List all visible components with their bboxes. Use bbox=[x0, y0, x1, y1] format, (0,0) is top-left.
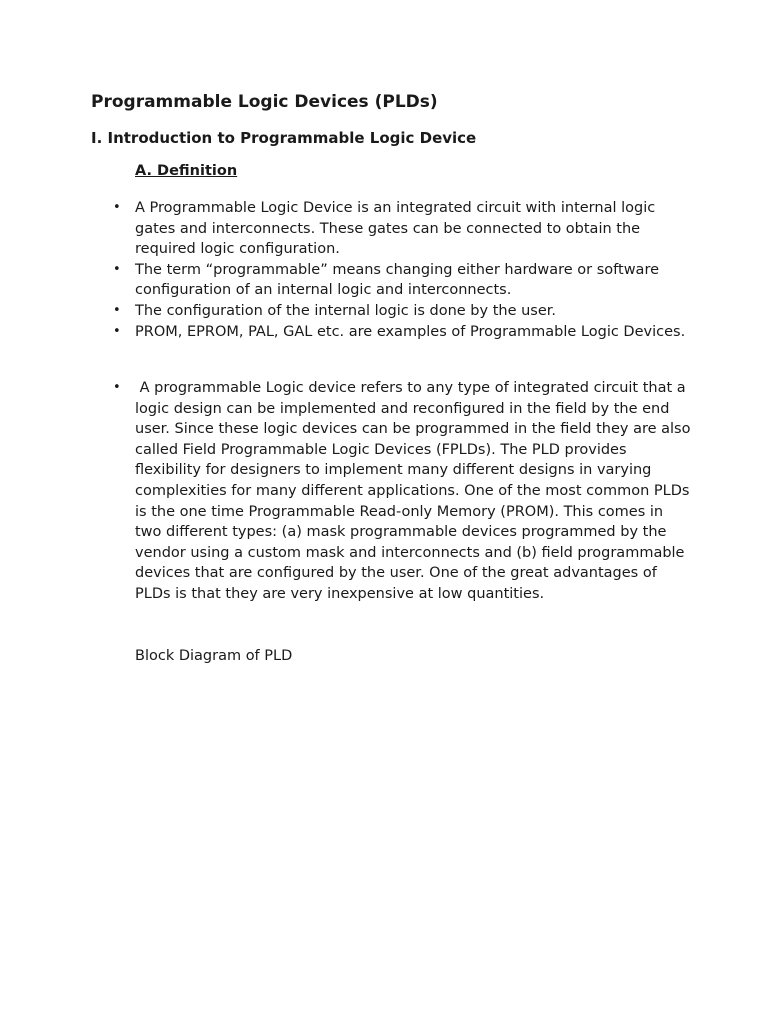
list-item bbox=[113, 378, 696, 605]
bullet-text: A programmable Logic device refers to any type of integrated circuit that a logic design can be implemented and reconfigured in the field by the end user. Since these logic devices can be programmed in the field they are also called Field Programmable Logic Devices (FPLDs). The PLD provides flexibility for designers to implement many different designs in varying complexities for many different applications. One of the most common PLDs is the one time Programmable Read-only Memory (PROM). This comes in two different types: (a) mask programmable devices programmed by the vendor using a custom mask and interconnects and (b) field programmable devices that are configured by the user. One of the great advantages of PLDs is that they are very inexpensive at low quantities. bbox=[135, 380, 696, 602]
bullet-text: The configuration of the internal logic is done by the user. bbox=[135, 302, 557, 319]
section-heading: I. Introduction to Programmable Logic Device bbox=[91, 129, 477, 147]
definition-bullet-list bbox=[113, 198, 693, 342]
list-item bbox=[113, 322, 693, 343]
block-diagram-caption: Block Diagram of PLD bbox=[135, 648, 293, 664]
detail-bullet-list bbox=[113, 378, 696, 605]
bullet-icon: • bbox=[113, 323, 121, 339]
list-item bbox=[113, 260, 693, 301]
bullet-icon: • bbox=[113, 261, 121, 277]
bullet-text: PROM, EPROM, PAL, GAL etc. are examples of Programmable Logic Devices. bbox=[135, 323, 686, 340]
bullet-icon: • bbox=[113, 302, 121, 318]
bullet-icon: • bbox=[113, 380, 121, 395]
bullet-text: A Programmable Logic Device is an integrated circuit with internal logic gates and interconnects. These gates can be connected to obtain the required logic configuration. bbox=[135, 200, 656, 258]
bullet-icon: • bbox=[113, 200, 121, 215]
bullet-text: The term “programmable” means changing either hardware or software configuration of an internal logic and interconnects. bbox=[135, 261, 660, 299]
subsection-heading: A. Definition bbox=[135, 163, 238, 179]
list-item bbox=[113, 198, 693, 260]
list-item bbox=[113, 301, 693, 322]
document-title: Programmable Logic Devices (PLDs) bbox=[91, 92, 438, 112]
